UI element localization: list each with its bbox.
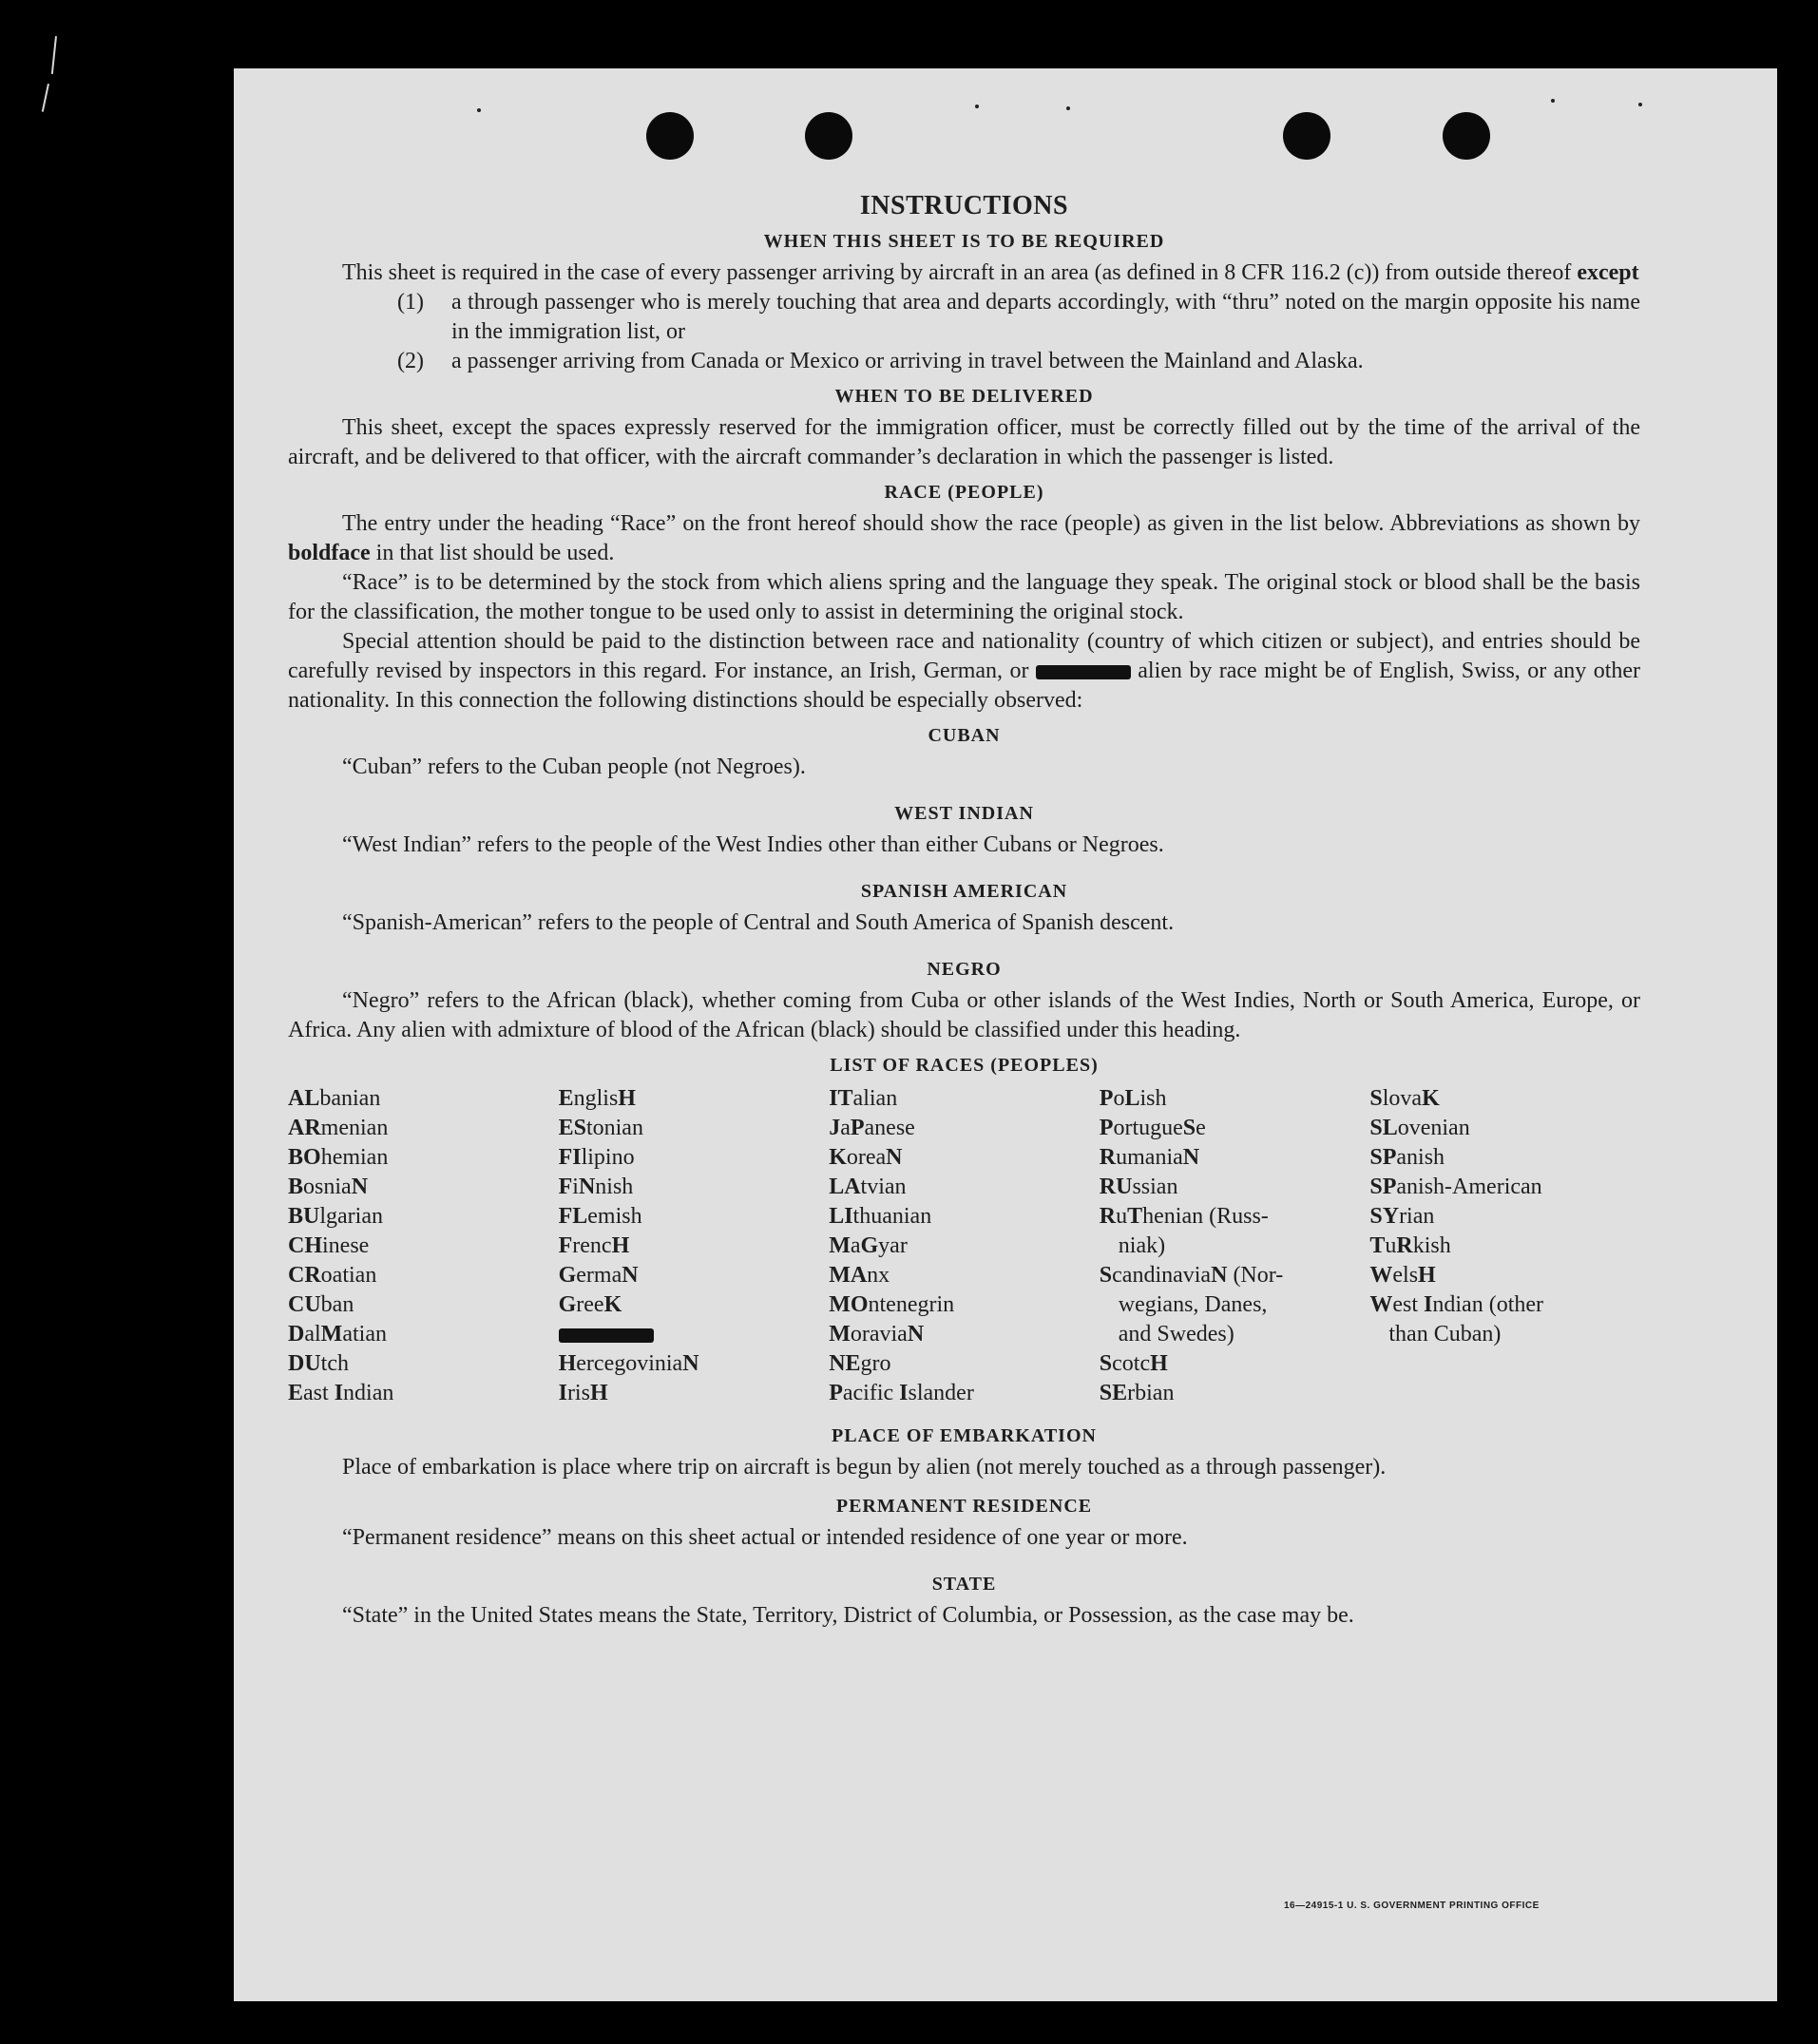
race-text: u [1385, 1233, 1397, 1258]
race-text: ortugue [1113, 1116, 1183, 1140]
race-text: J [829, 1116, 841, 1140]
race-text: IT [829, 1086, 853, 1111]
section-heading-negro: NEGRO [927, 959, 1002, 980]
race-entry [1369, 1261, 1640, 1290]
section-heading-west-indian: WEST INDIAN [894, 803, 1034, 824]
speck [477, 108, 481, 112]
race-text: atian [342, 1322, 387, 1347]
race-text: M [829, 1322, 851, 1347]
section-heading-residence: PERMANENT RESIDENCE [835, 1496, 1093, 1517]
race-entry [829, 1320, 1100, 1349]
race-text: N [886, 1145, 903, 1170]
item-text: a through passenger who is merely touching that area and departs accordingly, with “thru” noted on the margin opposite his name in the immigration list, or [451, 290, 1640, 344]
race-text: hemian [320, 1145, 389, 1170]
race-entry [1100, 1290, 1370, 1320]
race-text: u [1116, 1204, 1128, 1229]
section-heading-cuban: CUBAN [928, 725, 1001, 746]
race-text: els [1392, 1263, 1419, 1288]
race-entry [288, 1261, 559, 1290]
race-text: ntenegrin [868, 1292, 955, 1317]
item-number: (1) [397, 290, 424, 315]
race-text: N [578, 1175, 596, 1199]
race-entry [1369, 1290, 1640, 1320]
race-text: LI [829, 1204, 853, 1229]
race-text: H [618, 1086, 636, 1111]
race-text: H [611, 1233, 630, 1258]
race-text: o [1113, 1086, 1125, 1111]
race-text: BO [288, 1145, 321, 1170]
race-text: R [1099, 1204, 1117, 1229]
race-text: tonian [585, 1116, 643, 1140]
state-text: “State” in the United States means the State, Territory, District of Columbia, or Possession, as the case may be. [342, 1603, 1354, 1628]
race-text: H [558, 1351, 577, 1376]
race-text: DU [288, 1351, 321, 1376]
redaction-mark [559, 1328, 654, 1343]
race-entry [559, 1173, 830, 1202]
race-text: T [1127, 1204, 1143, 1229]
race-entry [559, 1290, 830, 1320]
race-entry [1100, 1114, 1370, 1143]
race-text: FI [558, 1145, 582, 1170]
race-text: I [899, 1381, 909, 1405]
race-text: AR [288, 1116, 321, 1140]
race-text: alian [852, 1086, 898, 1111]
race-entry [1100, 1232, 1370, 1261]
race-text: SL [1369, 1116, 1398, 1140]
race-text: ndian [343, 1381, 394, 1405]
race-text: ris [566, 1381, 590, 1405]
race-text: H [1418, 1263, 1436, 1288]
race-text: lova [1382, 1086, 1423, 1111]
document-sheet [234, 68, 1777, 2001]
instructions-content [288, 191, 1640, 1631]
race-text: BU [288, 1204, 320, 1229]
race-text: F [558, 1233, 573, 1258]
race-column [829, 1084, 1100, 1408]
race-text: ovenian [1397, 1116, 1470, 1140]
race-entry [829, 1114, 1100, 1143]
race-text: oatian [320, 1263, 377, 1288]
race-entry [1369, 1232, 1640, 1261]
race-entry [288, 1379, 559, 1408]
race-text: N [1182, 1145, 1200, 1170]
race-text: gro [860, 1351, 891, 1376]
race-text: I [1424, 1292, 1433, 1317]
race-text: yar [878, 1233, 908, 1258]
punch-hole [646, 112, 694, 160]
race-entry [829, 1290, 1100, 1320]
page-title: INSTRUCTIONS [859, 191, 1069, 220]
race-entry [1100, 1202, 1370, 1232]
race-text: K [603, 1292, 622, 1317]
race-paragraph-2: “Race” is to be determined by the stock from which aliens spring and the language they speak. The original stock or blood shall be the basis for the classification, the mother tongue to be used only to assist in determining the original stock. [288, 570, 1640, 624]
race-entry [288, 1143, 559, 1173]
race-entry [1100, 1173, 1370, 1202]
race-text: F [558, 1175, 573, 1199]
race-entry [829, 1084, 1100, 1114]
race-entry [559, 1232, 830, 1261]
race-entry [559, 1261, 830, 1290]
section-heading-delivered: WHEN TO BE DELIVERED [834, 386, 1094, 407]
race-text: SP [1369, 1145, 1397, 1170]
race-text: CH [288, 1233, 322, 1258]
race-text: G [558, 1292, 577, 1317]
race-entry [288, 1232, 559, 1261]
race-text: oravia [850, 1322, 908, 1347]
race-text: than Cuban) [1388, 1322, 1502, 1347]
race-text: rbian [1127, 1381, 1175, 1405]
race-text: W [1369, 1292, 1393, 1317]
race-text: lipino [581, 1145, 635, 1170]
race-text: G [860, 1233, 879, 1258]
race-text: S [1182, 1116, 1196, 1140]
race-text: SY [1369, 1204, 1400, 1229]
race-text: i [572, 1175, 579, 1199]
race-text: ES [558, 1116, 586, 1140]
race-text: M [829, 1233, 851, 1258]
race-text: ast [303, 1381, 335, 1405]
race-entry [1369, 1173, 1640, 1202]
list-item [288, 347, 1640, 376]
race-text: candinavia [1112, 1263, 1212, 1288]
race-paragraph-3: Special attention should be paid to the distinction between race and nationality (country of which citizen or subject), and entries should be carefully revised by inspectors in this regard. For instance, an Irish, German, or alien by race might be of English, Swiss, or any other nationality. In this connection the following distinctions should be especially observed: [288, 629, 1641, 713]
section-heading-races: LIST OF RACES (PEOPLES) [830, 1055, 1099, 1076]
race-entry [288, 1173, 559, 1202]
item-text: a passenger arriving from Canada or Mexico or arriving in travel between the Mainland and Alaska. [451, 349, 1364, 373]
race-text: slander [908, 1381, 974, 1405]
race-text: e [1196, 1116, 1206, 1140]
race-text: SP [1369, 1175, 1397, 1199]
race-entry [1100, 1084, 1370, 1114]
item-number: (2) [397, 349, 424, 373]
race-text: CR [288, 1263, 321, 1288]
race-text: LA [829, 1175, 861, 1199]
race-text: al [304, 1322, 321, 1347]
race-text: a [840, 1116, 851, 1140]
race-text: N [351, 1175, 369, 1199]
race-text: N [622, 1263, 639, 1288]
race-column [1369, 1084, 1640, 1408]
section-heading-state: STATE [931, 1574, 997, 1595]
race-entry [1100, 1261, 1370, 1290]
race-entry [1369, 1320, 1640, 1349]
race-text: P [850, 1116, 865, 1140]
race-text: anish [1396, 1145, 1445, 1170]
delivered-text: This sheet, except the spaces expressly reserved for the immigration officer, must be correctly filled out by the time of the arrival of the aircraft, and be delivered to that officer, with the aircraft commander’s declaration in which the passenger is listed. [288, 415, 1640, 469]
punch-hole [805, 112, 852, 160]
race-text: nish [595, 1175, 634, 1199]
race-text: P [1099, 1116, 1114, 1140]
race-entry [1369, 1143, 1640, 1173]
race-text: ree [576, 1292, 604, 1317]
race-entry [1100, 1379, 1370, 1408]
race-text: H [589, 1381, 608, 1405]
race-text: osnia [303, 1175, 352, 1199]
film-scratch [51, 36, 57, 74]
race-entry [559, 1202, 830, 1232]
race-text: I [334, 1381, 344, 1405]
race-text: erma [576, 1263, 622, 1288]
punch-hole [1283, 112, 1330, 160]
race-text: inese [322, 1233, 370, 1258]
race-column [1100, 1084, 1370, 1408]
race-text: emish [587, 1204, 642, 1229]
race-text: R [1396, 1233, 1413, 1258]
punch-hole [1443, 112, 1490, 160]
cuban-text: “Cuban” refers to the Cuban people (not Negroes). [342, 755, 806, 779]
race-entry [829, 1232, 1100, 1261]
race-entry [829, 1349, 1100, 1379]
race-text: niak) [1118, 1233, 1166, 1258]
section-heading-spanish-american: SPANISH AMERICAN [860, 881, 1068, 902]
race-text: nx [867, 1263, 890, 1288]
race-text: MO [829, 1292, 869, 1317]
except-emphasis: except [1577, 260, 1639, 285]
section-heading-race: RACE (PEOPLE) [884, 482, 1044, 503]
race-text: wegians, Danes, [1118, 1292, 1268, 1317]
race-entry [559, 1320, 830, 1349]
race-text: tch [320, 1351, 349, 1376]
race-text: B [288, 1175, 304, 1199]
race-text: cotc [1112, 1351, 1151, 1376]
spanish-american-text: “Spanish-American” refers to the people of Central and South America of Spanish descent. [342, 910, 1175, 935]
race-text: L [1124, 1086, 1140, 1111]
race-text: D [288, 1322, 305, 1347]
race-text: G [558, 1263, 577, 1288]
list-item [288, 288, 1640, 347]
race-text: CU [288, 1292, 321, 1317]
race-entry [288, 1290, 559, 1320]
race-entry [559, 1114, 830, 1143]
race-text: menian [320, 1116, 389, 1140]
race-text: anish-American [1396, 1175, 1542, 1199]
race-text: acific [842, 1381, 900, 1405]
race-text: umania [1116, 1145, 1183, 1170]
race-text: E [288, 1381, 304, 1405]
race-text: S [1369, 1086, 1383, 1111]
race-text: FL [558, 1204, 588, 1229]
race-text: R [1099, 1145, 1117, 1170]
race-text: S [1099, 1263, 1113, 1288]
race-text: thuanian [852, 1204, 932, 1229]
race-text: kish [1412, 1233, 1451, 1258]
race-text: H [1150, 1351, 1168, 1376]
race-column [559, 1084, 830, 1408]
race-entry [1100, 1349, 1370, 1379]
speck [1066, 106, 1070, 110]
race-text: S [1099, 1351, 1113, 1376]
race-text: renc [572, 1233, 612, 1258]
film-scratch [42, 84, 49, 112]
race-text: NE [829, 1351, 861, 1376]
race-text: ish [1139, 1086, 1167, 1111]
race-text: ssian [1132, 1175, 1178, 1199]
negro-text: “Negro” refers to the African (black), whether coming from Cuba or other islands of the West Indies, North or South America, Europe, or Africa. Any alien with admixture of blood of the African (black) should be classified under this heading. [288, 988, 1640, 1042]
race-text: nglis [573, 1086, 619, 1111]
race-entry [559, 1379, 830, 1408]
race-entry [829, 1143, 1100, 1173]
residence-text: “Permanent residence” means on this sheet actual or intended residence of one year or more. [342, 1525, 1188, 1550]
race-list [288, 1084, 1640, 1408]
race-text: K [1422, 1086, 1440, 1111]
race-entry [1369, 1084, 1640, 1114]
race-text: ercegovinia [576, 1351, 683, 1376]
race-text: tvian [860, 1175, 907, 1199]
speck [1638, 103, 1642, 106]
race-entry [829, 1379, 1100, 1408]
race-text: N [907, 1322, 925, 1347]
required-intro: This sheet is required in the case of every passenger arriving by aircraft in an area (as defined in 8 CFR 116.2 (c)) from outside thereof except [342, 260, 1639, 285]
printing-office-footer: 16—24915-1 U. S. GOVERNMENT PRINTING OFFICE [1284, 1901, 1540, 1911]
race-entry [559, 1349, 830, 1379]
race-entry [1100, 1320, 1370, 1349]
race-entry [288, 1349, 559, 1379]
race-text: orea [846, 1145, 887, 1170]
race-entry [288, 1320, 559, 1349]
race-text: ban [320, 1292, 354, 1317]
race-entry [1369, 1114, 1640, 1143]
race-entry [288, 1114, 559, 1143]
race-text: AL [288, 1086, 320, 1111]
race-text: P [1099, 1086, 1114, 1111]
west-indian-text: “West Indian” refers to the people of the West Indies other than either Cubans or Negroes. [342, 832, 1164, 857]
race-entry [288, 1084, 559, 1114]
race-entry [829, 1202, 1100, 1232]
race-text: K [829, 1145, 847, 1170]
section-heading-embarkation: PLACE OF EMBARKATION [832, 1425, 1097, 1446]
race-entry [559, 1084, 830, 1114]
race-text: a [850, 1233, 861, 1258]
embarkation-text: Place of embarkation is place where trip on aircraft is begun by alien (not merely touched as a through passenger). [342, 1455, 1387, 1480]
race-text: I [558, 1381, 567, 1405]
race-text: T [1369, 1233, 1386, 1258]
race-text: W [1369, 1263, 1393, 1288]
race-text: anese [864, 1116, 915, 1140]
race-text: banian [319, 1086, 381, 1111]
race-entry [288, 1202, 559, 1232]
race-entry [1100, 1143, 1370, 1173]
race-text: M [320, 1322, 343, 1347]
redaction-mark [1036, 665, 1131, 679]
race-text: P [829, 1381, 843, 1405]
race-text: SE [1099, 1381, 1128, 1405]
race-text: MA [829, 1263, 868, 1288]
race-text: N [1211, 1263, 1228, 1288]
race-paragraph-1: The entry under the heading “Race” on the front hereof should show the race (people) as given in the list below. Abbreviations as shown by boldface in that list should be used. [288, 511, 1640, 565]
speck [975, 105, 979, 108]
race-text: E [558, 1086, 574, 1111]
race-entry [559, 1143, 830, 1173]
section-heading-required: WHEN THIS SHEET IS TO BE REQUIRED [763, 231, 1165, 252]
race-text: and Swedes) [1118, 1322, 1234, 1347]
race-entry [829, 1173, 1100, 1202]
race-text: (Nor- [1227, 1263, 1284, 1288]
race-text: henian (Russ- [1142, 1204, 1269, 1229]
race-text: lgarian [319, 1204, 383, 1229]
race-entry [1369, 1202, 1640, 1232]
speck [1551, 99, 1555, 103]
race-text: rian [1399, 1204, 1435, 1229]
race-text: N [682, 1351, 699, 1376]
race-column [288, 1084, 559, 1408]
race-entry [829, 1261, 1100, 1290]
race-text: ndian (other [1432, 1292, 1544, 1317]
race-text: est [1392, 1292, 1425, 1317]
race-text: RU [1099, 1175, 1133, 1199]
